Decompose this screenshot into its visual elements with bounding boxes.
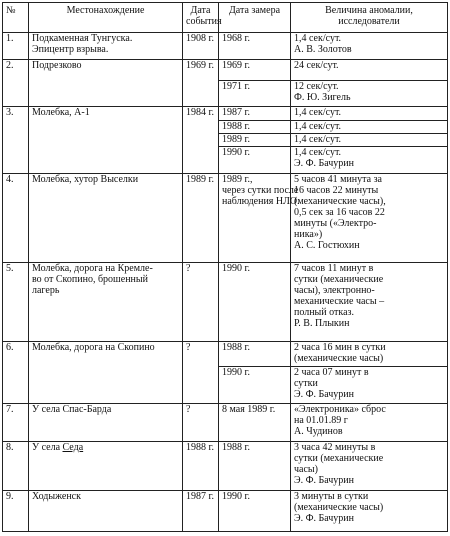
row-location: Подрезково: [29, 59, 183, 107]
row-event-date: 1987 г.: [183, 491, 219, 532]
table-row: [3, 491, 448, 532]
row-value: 1,4 сек/сут. Э. Ф. Бачурин: [291, 147, 448, 174]
row-value: 3 часа 42 минуты в сутки (механические часы) Э. Ф. Бачурин: [291, 442, 448, 491]
row-value: 3 минуты в сутки (механические часы) Э. Ф. Бачурин: [291, 491, 448, 532]
table-row: [3, 442, 448, 491]
row-event-date: ?: [183, 262, 219, 342]
row-measure-date: 1988 г.: [219, 442, 291, 491]
row-measure-date: 1989 г., через сутки после наблюдения НЛО.: [219, 173, 291, 262]
row-number: 3.: [3, 107, 29, 173]
row-number: 6.: [3, 342, 29, 404]
row-event-date: 1908 г.: [183, 33, 219, 60]
row-measure-date: 1988 г.: [219, 342, 291, 366]
row-location: Молебка, хутор Выселки: [29, 173, 183, 262]
underlined-place-name: Седа: [62, 442, 84, 454]
row-measure-date: 8 мая 1989 г.: [219, 404, 291, 442]
row-measure-date: 1987 г.: [219, 107, 291, 120]
row-measure-date: 1969 г.: [219, 59, 291, 80]
row-event-date: 1989 г.: [183, 173, 219, 262]
row-location: Подкаменная Тунгуска. Эпицентр взрыва.: [29, 33, 183, 60]
row-measure-date: 1990 г.: [219, 366, 291, 404]
table-row: [3, 107, 448, 120]
header-row: [3, 3, 448, 33]
row-location: Молебка, дорога на Кремле- во от Скопино, брошенный лагерь: [29, 262, 183, 342]
header-measure-date: Дата замера: [219, 3, 291, 33]
row-number: 2.: [3, 59, 29, 107]
row-value: «Электроника» сброс на 01.01.89 г А. Чудинов: [291, 404, 448, 442]
row-number: 1.: [3, 33, 29, 60]
row-event-date: 1969 г.: [183, 59, 219, 107]
row-event-date: ?: [183, 404, 219, 442]
table-row: [3, 173, 448, 262]
row-value: 2 часа 07 минут в сутки Э. Ф. Бачурин: [291, 366, 448, 404]
row-location: У села Спас-Барда: [29, 404, 183, 442]
row-value: 5 часов 41 минута за 16 часов 22 минуты (механические часы), 0,5 сек за 16 часов 22 минуты («Электро- ника») А. С. Гостюхин: [291, 173, 448, 262]
row-value: 1,4 сек/сут.: [291, 134, 448, 147]
row-location: Молебка, дорога на Скопино: [29, 342, 183, 404]
row-value: 1,4 сек/сут.: [291, 107, 448, 120]
row-value: 2 часа 16 мин в сутки (механические часы): [291, 342, 448, 366]
table-row: [3, 404, 448, 442]
table-row: [3, 33, 448, 60]
row-measure-date: 1988 г.: [219, 120, 291, 133]
row-number: 5.: [3, 262, 29, 342]
row-value: 24 сек/сут.: [291, 59, 448, 80]
row-measure-date: 1990 г.: [219, 262, 291, 342]
header-location: Местонахождение: [29, 3, 183, 33]
row-measure-date: 1990 г.: [219, 491, 291, 532]
row-number: 4.: [3, 173, 29, 262]
table-row: [3, 59, 448, 80]
header-event-date: Дата события: [183, 3, 219, 33]
row-measure-date: 1971 г.: [219, 80, 291, 107]
row-number: 9.: [3, 491, 29, 532]
row-value: 1,4 сек/сут.: [291, 120, 448, 133]
row-value: 7 часов 11 минут в сутки (механические часы), электронно- механические часы – полный отказ. Р. В. Плыкин: [291, 262, 448, 342]
row-measure-date: 1989 г.: [219, 134, 291, 147]
anomaly-table: [2, 2, 448, 532]
row-event-date: 1984 г.: [183, 107, 219, 173]
row-value: 1,4 сек/сут. А. В. Золотов: [291, 33, 448, 60]
row-number: 8.: [3, 442, 29, 491]
header-no: №: [3, 3, 29, 33]
row-measure-date: 1990 г.: [219, 147, 291, 174]
row-value: 12 сек/сут. Ф. Ю. Зигель: [291, 80, 448, 107]
header-value: Величина аномалии, исследователи: [291, 3, 448, 33]
row-measure-date: 1968 г.: [219, 33, 291, 60]
row-event-date: 1988 г.: [183, 442, 219, 491]
row-location: Ходыженск: [29, 491, 183, 532]
row-location: У села Седа: [29, 442, 183, 491]
row-number: 7.: [3, 404, 29, 442]
table-row: [3, 342, 448, 366]
row-event-date: ?: [183, 342, 219, 404]
row-location: Молебка, А-1: [29, 107, 183, 173]
table-row: [3, 262, 448, 342]
